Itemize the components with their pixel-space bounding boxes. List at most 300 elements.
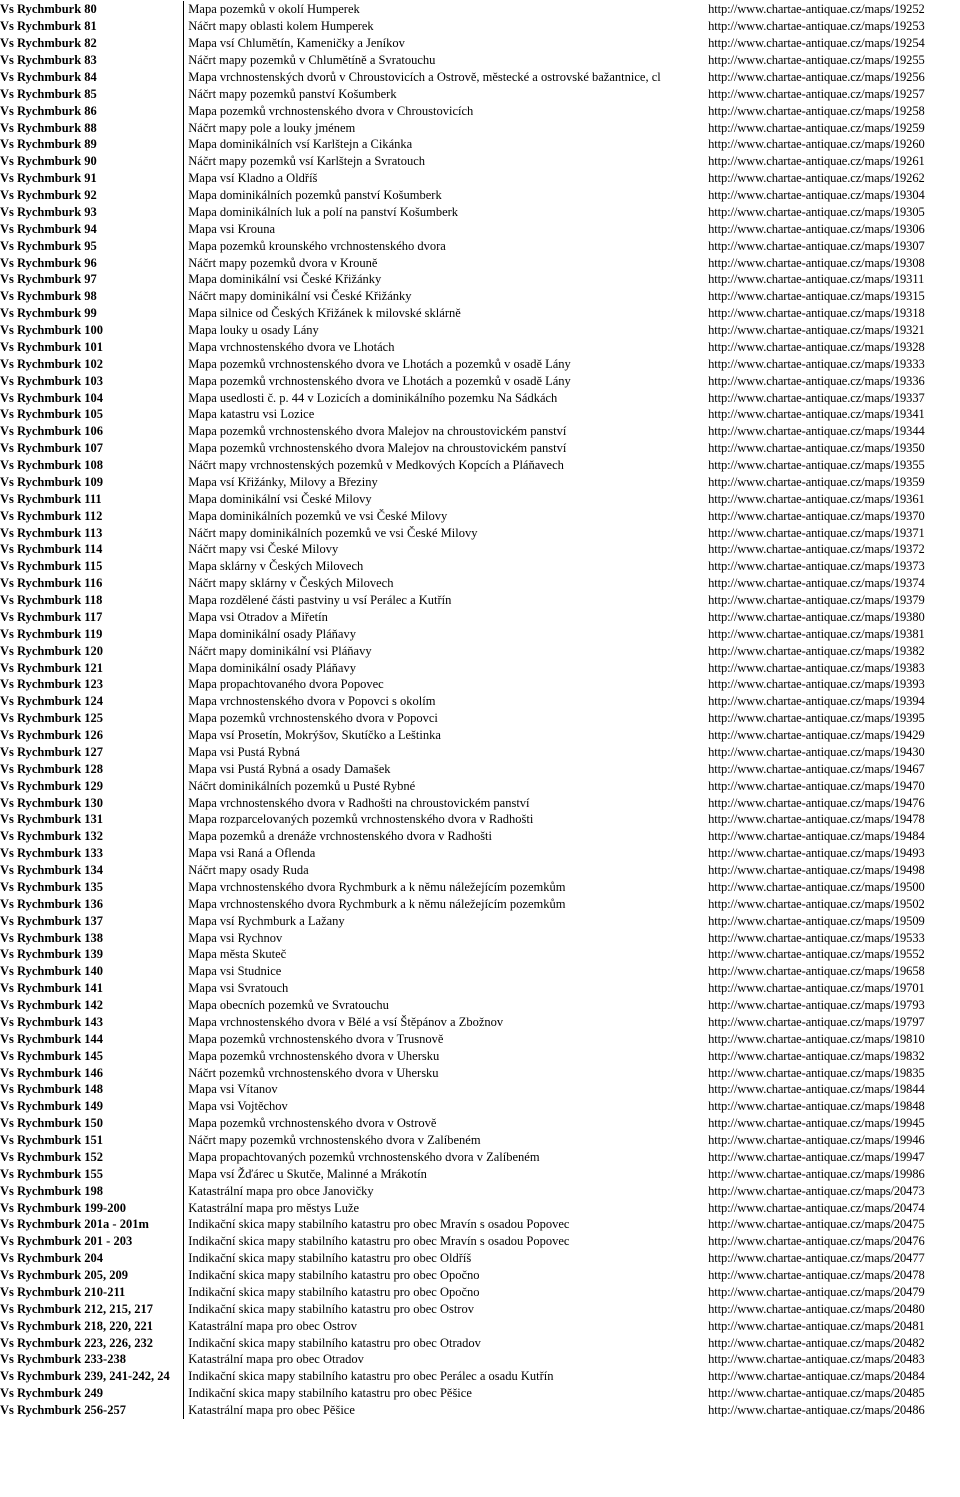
table-row [0, 558, 960, 575]
table-row [0, 254, 960, 271]
map-title-cell: Náčrt mapy vsi České Milovy [188, 542, 339, 557]
table-row [0, 811, 960, 828]
map-title-cell: Mapa vrchnostenského dvora v Popovci s okolím [188, 694, 436, 709]
signature-cell: Vs Rychmburk 233-238 [0, 1351, 184, 1368]
map-url-cell[interactable]: http://www.chartae-antiquae.cz/maps/20481 [708, 1318, 925, 1333]
table-row [0, 322, 960, 339]
map-url-cell[interactable]: http://www.chartae-antiquae.cz/maps/19258 [708, 103, 925, 118]
map-url-cell[interactable]: http://www.chartae-antiquae.cz/maps/20475 [708, 1217, 925, 1232]
table-row [0, 305, 960, 322]
map-url-cell[interactable]: http://www.chartae-antiquae.cz/maps/19336 [708, 373, 925, 388]
map-url-cell[interactable]: http://www.chartae-antiquae.cz/maps/20474 [708, 1200, 925, 1215]
map-url-cell[interactable]: http://www.chartae-antiquae.cz/maps/19307 [708, 238, 925, 253]
map-url-cell[interactable]: http://www.chartae-antiquae.cz/maps/19361 [708, 491, 925, 506]
map-url-cell[interactable]: http://www.chartae-antiquae.cz/maps/19467 [708, 761, 925, 776]
signature-cell: Vs Rychmburk 205, 209 [0, 1267, 184, 1284]
map-url-cell[interactable]: http://www.chartae-antiquae.cz/maps/19383 [708, 660, 925, 675]
map-title-cell: Mapa vsi Vojtěchov [188, 1099, 288, 1114]
map-url-cell[interactable]: http://www.chartae-antiquae.cz/maps/20483 [708, 1352, 925, 1367]
table-row [0, 575, 960, 592]
table-row [0, 710, 960, 727]
signature-cell: Vs Rychmburk 115 [0, 558, 184, 575]
map-title-cell: Indikační skica mapy stabilního katastru pro obec Opočno [188, 1284, 480, 1299]
map-title-cell: Katastrální mapa pro obce Janovičky [188, 1183, 374, 1198]
signature-cell: Vs Rychmburk 82 [0, 35, 184, 52]
table-row [0, 524, 960, 541]
map-title-cell: Mapa vsi Pustá Rybná a osady Damašek [188, 761, 391, 776]
table-row [0, 642, 960, 659]
map-url-cell[interactable]: http://www.chartae-antiquae.cz/maps/19797 [708, 1014, 925, 1029]
table-row [0, 1014, 960, 1031]
map-url-cell[interactable]: http://www.chartae-antiquae.cz/maps/19848 [708, 1099, 925, 1114]
map-title-cell: Mapa vsí Chlumětín, Kameničky a Jeníkov [188, 36, 405, 51]
table-row [0, 35, 960, 52]
signature-cell: Vs Rychmburk 134 [0, 862, 184, 879]
signature-cell: Vs Rychmburk 133 [0, 845, 184, 862]
map-title-cell: Mapa obecních pozemků ve Svratouchu [188, 998, 389, 1013]
map-title-cell: Indikační skica mapy stabilního katastru pro obec Mravín s osadou Popovec [188, 1217, 570, 1232]
table-row [0, 1, 960, 18]
map-url-cell[interactable]: http://www.chartae-antiquae.cz/maps/19373 [708, 559, 925, 574]
map-url-cell[interactable]: http://www.chartae-antiquae.cz/maps/19430 [708, 744, 925, 759]
table-row [0, 85, 960, 102]
map-title-cell: Katastrální mapa pro obec Pěšice [188, 1403, 355, 1418]
map-title-cell: Mapa vsi Studnice [188, 964, 282, 979]
signature-cell: Vs Rychmburk 92 [0, 187, 184, 204]
map-title-cell: Náčrt dominikálních pozemků u Pusté Rybné [188, 778, 416, 793]
map-title-cell: Náčrt mapy sklárny v Českých Milovech [188, 576, 394, 591]
signature-cell: Vs Rychmburk 91 [0, 170, 184, 187]
map-title-cell: Náčrt mapy pozemků dvora v Krouně [188, 255, 378, 270]
map-title-cell: Mapa usedlosti č. p. 44 v Lozicích a dominikálního pozemku Na Sádkách [188, 390, 558, 405]
signature-cell: Vs Rychmburk 109 [0, 474, 184, 491]
map-url-cell[interactable]: http://www.chartae-antiquae.cz/maps/19429 [708, 728, 925, 743]
table-row [0, 474, 960, 491]
map-title-cell: Mapa dominikálních vsí Karlštejn a Cikánka [188, 137, 413, 152]
map-title-cell: Mapa pozemků vrchnostenského dvora ve Lhotách a pozemků v osadě Lány [188, 356, 571, 371]
signature-cell: Vs Rychmburk 201 - 203 [0, 1233, 184, 1250]
signature-cell: Vs Rychmburk 127 [0, 744, 184, 761]
signature-cell: Vs Rychmburk 103 [0, 372, 184, 389]
table-row [0, 1284, 960, 1301]
map-title-cell: Mapa vrchnostenského dvora ve Lhotách [188, 339, 395, 354]
map-url-cell[interactable]: http://www.chartae-antiquae.cz/maps/19304 [708, 188, 925, 203]
map-title-cell: Indikační skica mapy stabilního katastru pro obec Pěšice [188, 1386, 472, 1401]
map-url-cell[interactable]: http://www.chartae-antiquae.cz/maps/19306 [708, 221, 925, 236]
map-url-cell[interactable]: http://www.chartae-antiquae.cz/maps/19337 [708, 390, 925, 405]
map-url-cell[interactable]: http://www.chartae-antiquae.cz/maps/19311 [708, 272, 925, 287]
map-url-cell[interactable]: http://www.chartae-antiquae.cz/maps/19478 [708, 812, 925, 827]
map-url-cell[interactable]: http://www.chartae-antiquae.cz/maps/19257 [708, 86, 925, 101]
map-url-cell[interactable]: http://www.chartae-antiquae.cz/maps/19261 [708, 154, 925, 169]
map-url-cell[interactable]: http://www.chartae-antiquae.cz/maps/19946 [708, 1133, 925, 1148]
map-title-cell: Mapa dominikální vsi České Milovy [188, 491, 372, 506]
map-url-cell[interactable]: http://www.chartae-antiquae.cz/maps/19350 [708, 441, 925, 456]
map-title-cell: Mapa propachtovaných pozemků vrchnostenského dvora v Zalíbeném [188, 1149, 540, 1164]
map-url-cell[interactable]: http://www.chartae-antiquae.cz/maps/19945 [708, 1116, 925, 1131]
map-title-cell: Katastrální mapa pro městys Luže [188, 1200, 360, 1215]
table-row [0, 1233, 960, 1250]
map-url-cell[interactable]: http://www.chartae-antiquae.cz/maps/19260 [708, 137, 925, 152]
table-row [0, 1334, 960, 1351]
map-url-cell[interactable]: http://www.chartae-antiquae.cz/maps/19498 [708, 863, 925, 878]
map-title-cell: Katastrální mapa pro obec Ostrov [188, 1318, 357, 1333]
map-url-cell[interactable]: http://www.chartae-antiquae.cz/maps/20480 [708, 1301, 925, 1316]
map-url-cell[interactable]: http://www.chartae-antiquae.cz/maps/19328 [708, 339, 925, 354]
signature-cell: Vs Rychmburk 93 [0, 204, 184, 221]
table-row [0, 760, 960, 777]
map-url-cell[interactable]: http://www.chartae-antiquae.cz/maps/19533 [708, 930, 925, 945]
map-title-cell: Mapa katastru vsi Lozice [188, 407, 315, 422]
map-url-cell[interactable]: http://www.chartae-antiquae.cz/maps/19344 [708, 424, 925, 439]
map-title-cell: Mapa vsí Žďárec u Skutče, Malinné a Mrákotín [188, 1166, 427, 1181]
map-title-cell: Náčrt mapy dominikálních pozemků ve vsi České Milovy [188, 525, 478, 540]
signature-cell: Vs Rychmburk 119 [0, 625, 184, 642]
signature-cell: Vs Rychmburk 83 [0, 52, 184, 69]
table-row [0, 946, 960, 963]
map-catalog-body [0, 1, 960, 1419]
signature-cell: Vs Rychmburk 126 [0, 727, 184, 744]
table-row [0, 794, 960, 811]
map-title-cell: Mapa dominikálních pozemků panství Košumberk [188, 188, 442, 203]
table-row [0, 1098, 960, 1115]
map-title-cell: Mapa vrchnostenského dvora Rychmburk a k němu náležejícím pozemkům [188, 879, 566, 894]
map-url-cell[interactable]: http://www.chartae-antiquae.cz/maps/19380 [708, 609, 925, 624]
map-url-cell[interactable]: http://www.chartae-antiquae.cz/maps/19832 [708, 1048, 925, 1063]
signature-cell: Vs Rychmburk 86 [0, 102, 184, 119]
table-row [0, 339, 960, 356]
table-row [0, 389, 960, 406]
table-row [0, 1267, 960, 1284]
table-row [0, 490, 960, 507]
table-row [0, 895, 960, 912]
signature-cell: Vs Rychmburk 239, 241-242, 24 [0, 1368, 184, 1385]
map-url-cell[interactable]: http://www.chartae-antiquae.cz/maps/19552 [708, 947, 925, 962]
map-title-cell: Mapa vsí Kladno a Oldříš [188, 171, 318, 186]
table-row [0, 372, 960, 389]
map-url-cell[interactable]: http://www.chartae-antiquae.cz/maps/19341 [708, 407, 925, 422]
map-title-cell: Mapa pozemků vrchnostenského dvora Malejov na chroustovickém panství [188, 424, 567, 439]
map-title-cell: Náčrt mapy pozemků v Chlumětíně a Svratouchu [188, 53, 436, 68]
map-url-cell[interactable]: http://www.chartae-antiquae.cz/maps/19254 [708, 36, 925, 51]
map-url-cell[interactable]: http://www.chartae-antiquae.cz/maps/19701 [708, 981, 925, 996]
map-url-cell[interactable]: http://www.chartae-antiquae.cz/maps/19370 [708, 508, 925, 523]
map-url-cell[interactable]: http://www.chartae-antiquae.cz/maps/19259 [708, 120, 925, 135]
signature-cell: Vs Rychmburk 107 [0, 440, 184, 457]
map-title-cell: Náčrt pozemků vrchnostenského dvora v Uhersku [188, 1065, 439, 1080]
signature-cell: Vs Rychmburk 104 [0, 389, 184, 406]
map-title-cell: Indikační skica mapy stabilního katastru pro obec Opočno [188, 1268, 480, 1283]
map-url-cell[interactable]: http://www.chartae-antiquae.cz/maps/19658 [708, 964, 925, 979]
map-title-cell: Mapa louky u osady Lány [188, 323, 319, 338]
table-row [0, 541, 960, 558]
map-url-cell[interactable]: http://www.chartae-antiquae.cz/maps/19333 [708, 356, 925, 371]
signature-cell: Vs Rychmburk 118 [0, 592, 184, 609]
signature-cell: Vs Rychmburk 199-200 [0, 1199, 184, 1216]
table-row [0, 744, 960, 761]
map-url-cell[interactable]: http://www.chartae-antiquae.cz/maps/19318 [708, 306, 925, 321]
signature-cell: Vs Rychmburk 106 [0, 423, 184, 440]
signature-cell: Vs Rychmburk 146 [0, 1064, 184, 1081]
table-row [0, 1317, 960, 1334]
table-row [0, 1030, 960, 1047]
map-title-cell: Náčrt mapy pozemků panství Košumberk [188, 86, 397, 101]
map-catalog-table [0, 1, 960, 1419]
map-url-cell[interactable]: http://www.chartae-antiquae.cz/maps/19252 [708, 2, 925, 17]
map-title-cell: Mapa dominikálních luk a polí na panství Košumberk [188, 204, 459, 219]
signature-cell: Vs Rychmburk 97 [0, 271, 184, 288]
map-url-cell[interactable]: http://www.chartae-antiquae.cz/maps/19947 [708, 1149, 925, 1164]
map-title-cell: Mapa rozdělené části pastviny u vsí Perálec a Kutřín [188, 593, 452, 608]
map-url-cell[interactable]: http://www.chartae-antiquae.cz/maps/19381 [708, 626, 925, 641]
table-row [0, 237, 960, 254]
signature-cell: Vs Rychmburk 100 [0, 322, 184, 339]
map-title-cell: Náčrt mapy oblasti kolem Humperek [188, 19, 374, 34]
table-row [0, 592, 960, 609]
map-url-cell[interactable]: http://www.chartae-antiquae.cz/maps/20479 [708, 1284, 925, 1299]
table-row [0, 457, 960, 474]
signature-cell: Vs Rychmburk 132 [0, 828, 184, 845]
table-row [0, 929, 960, 946]
map-url-cell[interactable]: http://www.chartae-antiquae.cz/maps/19393 [708, 677, 925, 692]
signature-cell: Vs Rychmburk 80 [0, 1, 184, 18]
map-title-cell: Náčrt mapy pozemků vrchnostenského dvora v Zalíbeném [188, 1133, 481, 1148]
table-row [0, 862, 960, 879]
signature-cell: Vs Rychmburk 152 [0, 1149, 184, 1166]
map-title-cell: Mapa vsi Krouna [188, 221, 276, 236]
map-url-cell[interactable]: http://www.chartae-antiquae.cz/maps/20476 [708, 1234, 925, 1249]
map-url-cell[interactable]: http://www.chartae-antiquae.cz/maps/20486 [708, 1403, 925, 1418]
map-url-cell[interactable]: http://www.chartae-antiquae.cz/maps/19986 [708, 1166, 925, 1181]
table-row [0, 204, 960, 221]
map-url-cell[interactable]: http://www.chartae-antiquae.cz/maps/19502 [708, 896, 925, 911]
signature-cell: Vs Rychmburk 117 [0, 609, 184, 626]
signature-cell: Vs Rychmburk 90 [0, 153, 184, 170]
map-title-cell: Mapa pozemků krounského vrchnostenského dvora [188, 238, 446, 253]
table-row [0, 828, 960, 845]
map-url-cell[interactable]: http://www.chartae-antiquae.cz/maps/19835 [708, 1065, 925, 1080]
map-title-cell: Indikační skica mapy stabilního katastru pro obec Otradov [188, 1335, 481, 1350]
map-title-cell: Mapa města Skuteč [188, 947, 287, 962]
map-title-cell: Mapa vsi Raná a Oflenda [188, 846, 316, 861]
map-url-cell[interactable]: http://www.chartae-antiquae.cz/maps/20482 [708, 1335, 925, 1350]
table-row [0, 170, 960, 187]
map-url-cell[interactable]: http://www.chartae-antiquae.cz/maps/19374 [708, 576, 925, 591]
signature-cell: Vs Rychmburk 138 [0, 929, 184, 946]
map-title-cell: Mapa vsi Rychnov [188, 930, 283, 945]
map-url-cell[interactable]: http://www.chartae-antiquae.cz/maps/19305 [708, 204, 925, 219]
table-row [0, 1199, 960, 1216]
map-title-cell: Mapa dominikální osady Pláňavy [188, 626, 356, 641]
signature-cell: Vs Rychmburk 145 [0, 1047, 184, 1064]
signature-cell: Vs Rychmburk 99 [0, 305, 184, 322]
map-title-cell: Indikační skica mapy stabilního katastru pro obec Ostrov [188, 1301, 474, 1316]
table-row [0, 440, 960, 457]
signature-cell: Vs Rychmburk 142 [0, 997, 184, 1014]
map-url-cell[interactable]: http://www.chartae-antiquae.cz/maps/19470 [708, 778, 925, 793]
map-title-cell: Mapa vrchnostenského dvora v Bělé a vsí Štěpánov a Zbožnov [188, 1014, 504, 1029]
table-row [0, 777, 960, 794]
map-title-cell: Mapa dominikální osady Pláňavy [188, 660, 356, 675]
map-url-cell[interactable]: http://www.chartae-antiquae.cz/maps/19476 [708, 795, 925, 810]
table-row [0, 1182, 960, 1199]
map-title-cell: Náčrt mapy pozemků vsí Karlštejn a Svratouch [188, 154, 426, 169]
table-row [0, 507, 960, 524]
table-row [0, 102, 960, 119]
signature-cell: Vs Rychmburk 88 [0, 119, 184, 136]
map-url-cell[interactable]: http://www.chartae-antiquae.cz/maps/20477 [708, 1251, 925, 1266]
signature-cell: Vs Rychmburk 131 [0, 811, 184, 828]
table-row [0, 18, 960, 35]
map-url-cell[interactable]: http://www.chartae-antiquae.cz/maps/19793 [708, 998, 925, 1013]
map-url-cell[interactable]: http://www.chartae-antiquae.cz/maps/19255 [708, 53, 925, 68]
signature-cell: Vs Rychmburk 96 [0, 254, 184, 271]
table-row [0, 676, 960, 693]
table-row [0, 912, 960, 929]
map-title-cell: Mapa pozemků vrchnostenského dvora v Chroustovicích [188, 103, 474, 118]
map-url-cell[interactable]: http://www.chartae-antiquae.cz/maps/20484 [708, 1369, 925, 1384]
table-row [0, 153, 960, 170]
map-url-cell[interactable]: http://www.chartae-antiquae.cz/maps/19372 [708, 542, 925, 557]
signature-cell: Vs Rychmburk 212, 215, 217 [0, 1300, 184, 1317]
table-row [0, 1216, 960, 1233]
map-title-cell: Mapa vsí Prosetín, Mokrýšov, Skutíčko a Leštinka [188, 728, 441, 743]
signature-cell: Vs Rychmburk 137 [0, 912, 184, 929]
table-row [0, 693, 960, 710]
signature-cell: Vs Rychmburk 124 [0, 693, 184, 710]
map-url-cell[interactable]: http://www.chartae-antiquae.cz/maps/19253 [708, 19, 925, 34]
signature-cell: Vs Rychmburk 155 [0, 1165, 184, 1182]
map-url-cell[interactable]: http://www.chartae-antiquae.cz/maps/19509 [708, 913, 925, 928]
signature-cell: Vs Rychmburk 129 [0, 777, 184, 794]
map-url-cell[interactable]: http://www.chartae-antiquae.cz/maps/19371 [708, 525, 925, 540]
signature-cell: Vs Rychmburk 81 [0, 18, 184, 35]
map-title-cell: Mapa vsi Otradov a Miřetín [188, 609, 328, 624]
signature-cell: Vs Rychmburk 151 [0, 1132, 184, 1149]
table-row [0, 136, 960, 153]
signature-cell: Vs Rychmburk 198 [0, 1182, 184, 1199]
table-row [0, 1300, 960, 1317]
table-row [0, 879, 960, 896]
table-row [0, 220, 960, 237]
signature-cell: Vs Rychmburk 120 [0, 642, 184, 659]
signature-cell: Vs Rychmburk 223, 226, 232 [0, 1334, 184, 1351]
map-title-cell: Mapa dominikálních pozemků ve vsi České Milovy [188, 508, 448, 523]
map-title-cell: Mapa vrchnostenského dvora v Radhošti na chroustovickém panství [188, 795, 530, 810]
map-title-cell: Mapa vrchnostenského dvora Rychmburk a k němu náležejícím pozemkům [188, 896, 566, 911]
signature-cell: Vs Rychmburk 98 [0, 288, 184, 305]
table-row [0, 1115, 960, 1132]
map-url-cell[interactable]: http://www.chartae-antiquae.cz/maps/20485 [708, 1386, 925, 1401]
signature-cell: Vs Rychmburk 94 [0, 220, 184, 237]
map-title-cell: Mapa vsí Křižánky, Milovy a Březiny [188, 474, 378, 489]
table-row [0, 1165, 960, 1182]
map-title-cell: Náčrt mapy dominikální vsi Pláňavy [188, 643, 372, 658]
table-row [0, 1047, 960, 1064]
signature-cell: Vs Rychmburk 85 [0, 85, 184, 102]
signature-cell: Vs Rychmburk 114 [0, 541, 184, 558]
signature-cell: Vs Rychmburk 125 [0, 710, 184, 727]
map-title-cell: Mapa vsi Vítanov [188, 1082, 278, 1097]
table-row [0, 1064, 960, 1081]
map-url-cell[interactable]: http://www.chartae-antiquae.cz/maps/19810 [708, 1031, 925, 1046]
signature-cell: Vs Rychmburk 256-257 [0, 1402, 184, 1419]
map-title-cell: Mapa pozemků a drenáže vrchnostenského dvora v Radhošti [188, 829, 493, 844]
map-title-cell: Mapa propachtovaného dvora Popovec [188, 677, 384, 692]
map-url-cell[interactable]: http://www.chartae-antiquae.cz/maps/19394 [708, 694, 925, 709]
signature-cell: Vs Rychmburk 130 [0, 794, 184, 811]
map-url-cell[interactable]: http://www.chartae-antiquae.cz/maps/19359 [708, 474, 925, 489]
table-row [0, 997, 960, 1014]
signature-cell: Vs Rychmburk 113 [0, 524, 184, 541]
signature-cell: Vs Rychmburk 143 [0, 1014, 184, 1031]
signature-cell: Vs Rychmburk 121 [0, 659, 184, 676]
map-url-cell[interactable]: http://www.chartae-antiquae.cz/maps/20473 [708, 1183, 925, 1198]
map-url-cell[interactable]: http://www.chartae-antiquae.cz/maps/20478 [708, 1268, 925, 1283]
table-row [0, 423, 960, 440]
signature-cell: Vs Rychmburk 139 [0, 946, 184, 963]
table-row [0, 963, 960, 980]
map-url-cell[interactable]: http://www.chartae-antiquae.cz/maps/19844 [708, 1082, 925, 1097]
map-url-cell[interactable]: http://www.chartae-antiquae.cz/maps/19262 [708, 171, 925, 186]
signature-cell: Vs Rychmburk 141 [0, 980, 184, 997]
signature-cell: Vs Rychmburk 140 [0, 963, 184, 980]
table-row [0, 288, 960, 305]
table-row [0, 271, 960, 288]
signature-cell: Vs Rychmburk 135 [0, 879, 184, 896]
map-title-cell: Náčrt mapy vrchnostenských pozemků v Medkových Kopcích a Pláňavech [188, 458, 564, 473]
table-row [0, 980, 960, 997]
map-url-cell[interactable]: http://www.chartae-antiquae.cz/maps/19493 [708, 846, 925, 861]
map-title-cell: Náčrt mapy osady Ruda [188, 863, 309, 878]
table-row [0, 727, 960, 744]
map-url-cell[interactable]: http://www.chartae-antiquae.cz/maps/19395 [708, 711, 925, 726]
signature-cell: Vs Rychmburk 136 [0, 895, 184, 912]
signature-cell: Vs Rychmburk 108 [0, 457, 184, 474]
table-row [0, 845, 960, 862]
map-url-cell[interactable]: http://www.chartae-antiquae.cz/maps/19379 [708, 593, 925, 608]
map-title-cell: Mapa pozemků vrchnostenského dvora Malejov na chroustovickém panství [188, 441, 567, 456]
signature-cell: Vs Rychmburk 84 [0, 69, 184, 86]
map-title-cell: Mapa vsí Rychmburk a Lažany [188, 913, 345, 928]
table-row [0, 1402, 960, 1419]
table-row [0, 119, 960, 136]
table-row [0, 1351, 960, 1368]
map-url-cell[interactable]: http://www.chartae-antiquae.cz/maps/19321 [708, 323, 925, 338]
map-title-cell: Mapa sklárny v Českých Milovech [188, 559, 364, 574]
map-title-cell: Mapa pozemků vrchnostenského dvora v Ostrově [188, 1116, 437, 1131]
map-url-cell[interactable]: http://www.chartae-antiquae.cz/maps/19500 [708, 879, 925, 894]
map-title-cell: Katastrální mapa pro obec Otradov [188, 1352, 364, 1367]
signature-cell: Vs Rychmburk 112 [0, 507, 184, 524]
signature-cell: Vs Rychmburk 149 [0, 1098, 184, 1115]
table-row [0, 355, 960, 372]
map-title-cell: Mapa vsi Svratouch [188, 981, 289, 996]
table-row [0, 1250, 960, 1267]
map-url-cell[interactable]: http://www.chartae-antiquae.cz/maps/19382 [708, 643, 925, 658]
map-url-cell[interactable]: http://www.chartae-antiquae.cz/maps/19315 [708, 289, 925, 304]
table-row [0, 659, 960, 676]
map-url-cell[interactable]: http://www.chartae-antiquae.cz/maps/19355 [708, 458, 925, 473]
map-url-cell[interactable]: http://www.chartae-antiquae.cz/maps/19308 [708, 255, 925, 270]
map-title-cell: Mapa vrchnostenských dvorů v Chroustovicích a Ostrově, městecké a ostrovské bažantnice, cl [188, 69, 661, 84]
signature-cell: Vs Rychmburk 89 [0, 136, 184, 153]
map-title-cell: Náčrt mapy pole a louky jménem [188, 120, 356, 135]
map-title-cell: Mapa rozparcelovaných pozemků vrchnostenského dvora v Radhošti [188, 812, 534, 827]
map-title-cell: Mapa pozemků v okolí Humperek [188, 2, 360, 17]
map-url-cell[interactable]: http://www.chartae-antiquae.cz/maps/19484 [708, 829, 925, 844]
map-url-cell[interactable]: http://www.chartae-antiquae.cz/maps/19256 [708, 69, 925, 84]
